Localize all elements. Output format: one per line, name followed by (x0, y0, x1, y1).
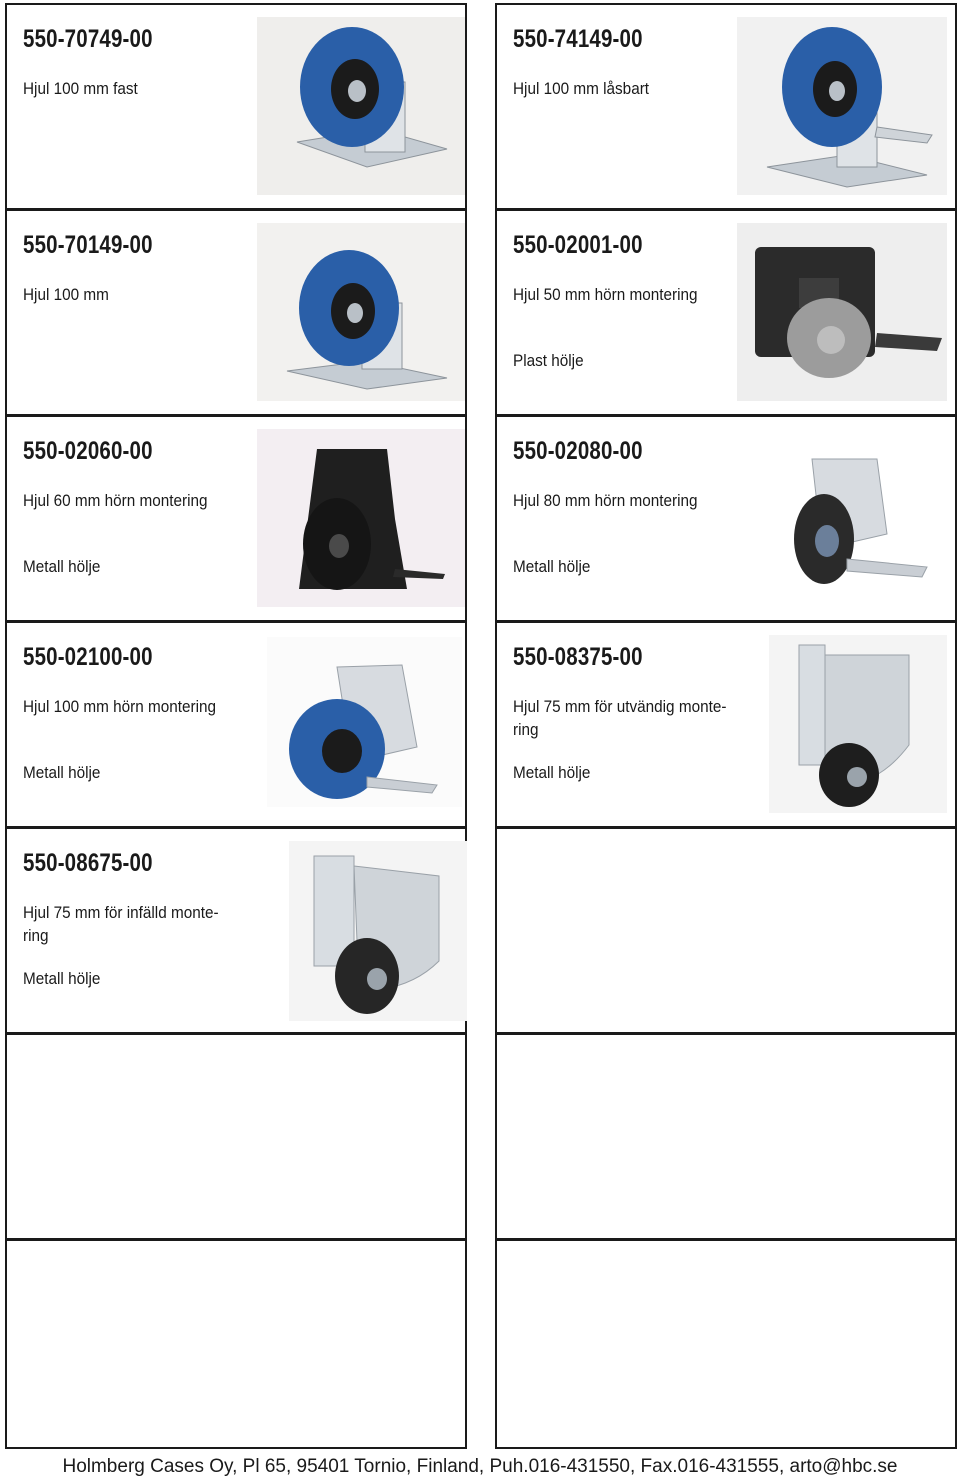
blue-swivel-caster-icon (257, 223, 465, 401)
empty-cell (495, 1033, 957, 1240)
product-description: Hjul 100 mm fast (23, 79, 138, 98)
product-code: 550-74149-00 (513, 25, 643, 53)
product-description: Hjul 100 mm hörn montering (23, 697, 217, 716)
product-code: 550-70149-00 (23, 231, 153, 259)
product-cell-550-02080-00 (495, 415, 957, 622)
product-code: 550-70749-00 (23, 25, 153, 53)
empty-cell (5, 1033, 467, 1240)
product-code: 550-08375-00 (513, 643, 643, 671)
product-cell-550-70149-00 (5, 209, 467, 416)
blue-fixed-caster-icon (257, 17, 465, 195)
corner-caster-plastic-icon (737, 223, 947, 401)
product-description: Hjul 100 mm låsbart (513, 79, 650, 98)
corner-caster-blue-icon (267, 637, 462, 807)
product-description: Hjul 50 mm hörn montering (513, 285, 698, 304)
product-cell-550-08375-00 (495, 621, 957, 828)
corner-caster-black-icon (257, 429, 465, 607)
product-cell-550-02001-00 (495, 209, 957, 416)
empty-cell (495, 1239, 957, 1449)
product-cell-550-70749-00 (5, 3, 467, 210)
product-cell-550-02060-00 (5, 415, 467, 622)
product-description: Hjul 75 mm för utvändig monte-ring (513, 697, 727, 739)
product-code: 550-02001-00 (513, 231, 643, 259)
external-mount-caster-icon (769, 635, 947, 813)
company-footer: Holmberg Cases Oy, Pl 65, 95401 Tornio, Finland, Puh.016-431550, Fax.016-431555, arto@hbc.se (62, 1456, 898, 1477)
product-code: 550-08675-00 (23, 849, 153, 877)
product-description: Hjul 100 mm (23, 285, 109, 304)
product-description: Hjul 80 mm hörn montering (513, 491, 698, 510)
housing-material: Metall hölje (513, 557, 591, 576)
product-cell-550-08675-00 (5, 827, 467, 1034)
product-code: 550-02100-00 (23, 643, 153, 671)
housing-material: Metall hölje (23, 969, 101, 988)
empty-cell (5, 1239, 467, 1449)
product-cell-550-74149-00 (495, 3, 957, 210)
product-description: Hjul 60 mm hörn montering (23, 491, 208, 510)
housing-material: Metall hölje (23, 763, 101, 782)
housing-material: Metall hölje (23, 557, 101, 576)
product-cell-550-02100-00 (5, 621, 467, 828)
product-description: Hjul 75 mm för infälld monte-ring (23, 903, 219, 945)
housing-material: Metall hölje (513, 763, 591, 782)
blue-locking-caster-icon (737, 17, 947, 195)
empty-cell (495, 827, 957, 1034)
corner-caster-grey-icon (752, 439, 942, 599)
recessed-mount-caster-icon (289, 841, 467, 1021)
product-code: 550-02080-00 (513, 437, 643, 465)
product-code: 550-02060-00 (23, 437, 153, 465)
housing-material: Plast hölje (513, 351, 584, 370)
